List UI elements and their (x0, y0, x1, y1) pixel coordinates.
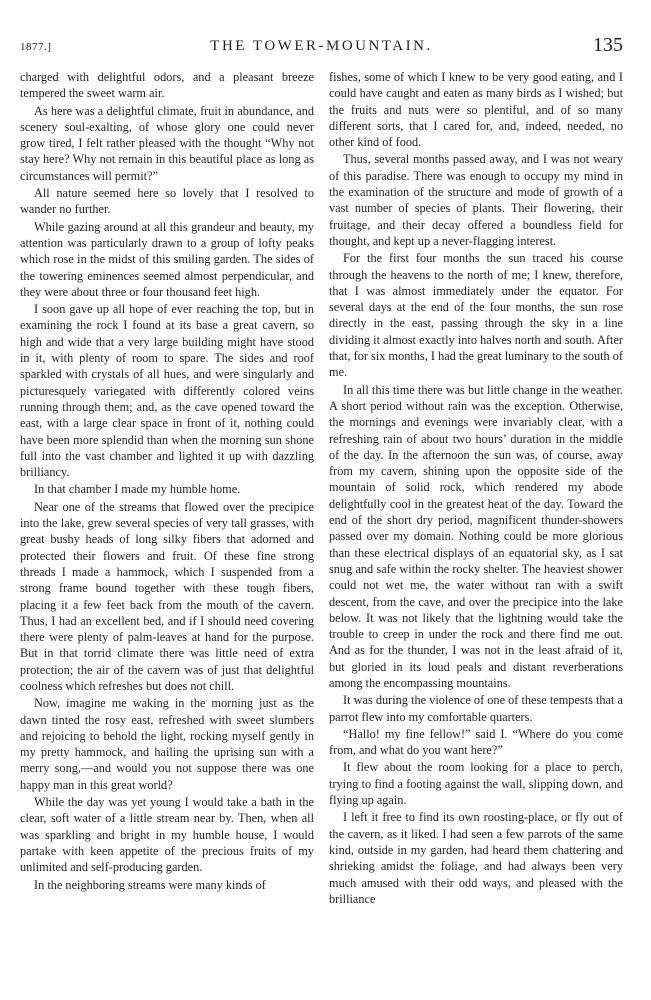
issue-date: 1877.] (20, 41, 52, 53)
paragraph: As here was a delightful climate, fruit in abundance, and scenery soul-exalting, of whose glory one could never grow tired, I felt rather pleased with the thought “Why not stay here? Why not remain in this beautiful place as long as circumstances will permit?” (20, 103, 314, 183)
paragraph: fishes, some of which I knew to be very good eating, and I could have caught and eaten as many birds as I wished; but the fruits and nuts were so plentiful, and of so many different sorts, that I cared for, and, indeed, needed, no other kind of food. (329, 70, 623, 150)
paragraph: It was during the violence of one of these tempests that a parrot flew into my comfortable quarters. (329, 693, 623, 724)
paragraph: For the first four months the sun traced his course through the heavens to the north of me; I knew, therefore, that I was almost immediately under the equator. For several days at the end of the four months, the sun rose directly in the east, passing through the sky in a line dividing it almost exactly into halves north and south. After that, for six months, I had the great luminary to the south of me. (329, 251, 623, 380)
paragraph: I left it free to find its own roosting-place, or fly out of the cavern, as it liked. I had seen a few parrots of the same kind, outside in my garden, had heard them chattering and shrieking amidst the foliage, and had always been very much amused with their odd ways, and pleased with the brilliance (329, 810, 623, 906)
paragraph: Now, imagine me waking in the morning just as the dawn tinted the rosy east, refreshed with sweet slumbers and rejoicing to behold the light, rocking myself gently in my pretty hammock, and hailing the uprising sun with a merry song,—and would you not suppose there was one happy man in this great world? (20, 696, 314, 792)
page-number: 135 (593, 34, 623, 56)
running-header (20, 34, 623, 60)
paragraph: In that chamber I made my humble home. (34, 482, 241, 497)
paragraph: Thus, several months passed away, and I was not weary of this paradise. There was enough to occupy my mind in the examination of the structure and mode of growth of a vast number of species of plants. Their flowering, their fruitage, and their decay offered a boundless field for thought, and kept up a never-flagging interest. (329, 152, 623, 248)
paragraph: It flew about the room looking for a place to perch, trying to find a footing against the wall, slipping down, and flying up again. (329, 760, 623, 808)
text-columns (20, 69, 623, 974)
paragraph: While the day was yet young I would take a bath in the clear, soft water of a little stream near by. Then, when all was sparkling and bright in my humble house, I would partake with keen appetite of the precious fruits of my unlimited and self-producing garden. (20, 795, 314, 875)
paragraph: “Hallo! my fine fellow!” said I. “Where do you come from, and what do you want here?” (329, 726, 623, 758)
paragraph: In all this time there was but little change in the weather. A short period without rain was the exception. Otherwise, the mornings and evenings were invariably clear, with a refreshing rain of about two hours’ duration in the middle of the day. In the afternoon the sun was, of course, away from my cavern, shining upon the opposite side of the mountain of solid rock, which rendered my abode delightfully cool in the greatest heat of the day. Toward the end of the short dry period, magnificent thunder-showers passed over my domain. Nothing could be more glorious than these electrical displays of an equatorial sky, as I sat snug and safe within the rocky shelter. The heaviest shower could not wet me, the water without ran with a swift descent, from the cave, and over the precipice into the lake below. It was not likely that the lightning would take the trouble to creep in under the rock and there find me out. And as for the thunder, I was not in the least afraid of it, but gloried in its loud peals and distant reverberations among the encompassing mountains. (329, 382, 623, 690)
left-column (20, 69, 314, 974)
paragraph: Near one of the streams that flowed over the precipice into the lake, grew several species of very tall grasses, with great bushy heads of long silky fibers that adorned and protected their flowers and fruit. Of these fine strong threads I made a hammock, which I suspended from a strong frame bound together with these tough fibers, placing it a few feet back from the mouth of the cavern. Thus, I had an excellent bed, and if I should need covering there were plenty of palm-leaves at hand for the purpose. But in that torrid climate there was little need of extra protection; the air of the cavern was of just that delightful coolness which refreshes but does not chill. (20, 499, 314, 693)
paragraph: All nature seemed here so lovely that I resolved to wander no further. (20, 186, 314, 217)
running-title: THE TOWER-MOUNTAIN. (210, 38, 433, 54)
paragraph: While gazing around at all this grandeur and beauty, my attention was particularly drawn to a group of lofty peaks which rose in the midst of this smiling garden. The sides of the towering eminences seemed almost perpendicular, and they were about three or four thousand feet high. (20, 219, 314, 299)
paragraph: charged with delightful odors, and a pleasant breeze tempered the sweet warm air. (20, 70, 314, 101)
paragraph: I soon gave up all hope of ever reaching the top, but in examining the rock I found at its base a great cavern, so high and wide that a very large building might have stood in it, with plenty of room to spare. The sides and roof sparkled with crystals of all hues, and were singularly and picturesquely variegated with differently colored veins running through them; and, as the cave opened toward the east, with a large clear space in front of it, nothing could have been more splendid than when the morning sun shone full into the vast chamber and lighted it up with dazzling brilliancy. (20, 302, 314, 480)
paragraph: In the neighboring streams were many kinds of (34, 877, 266, 892)
right-column (329, 69, 623, 974)
